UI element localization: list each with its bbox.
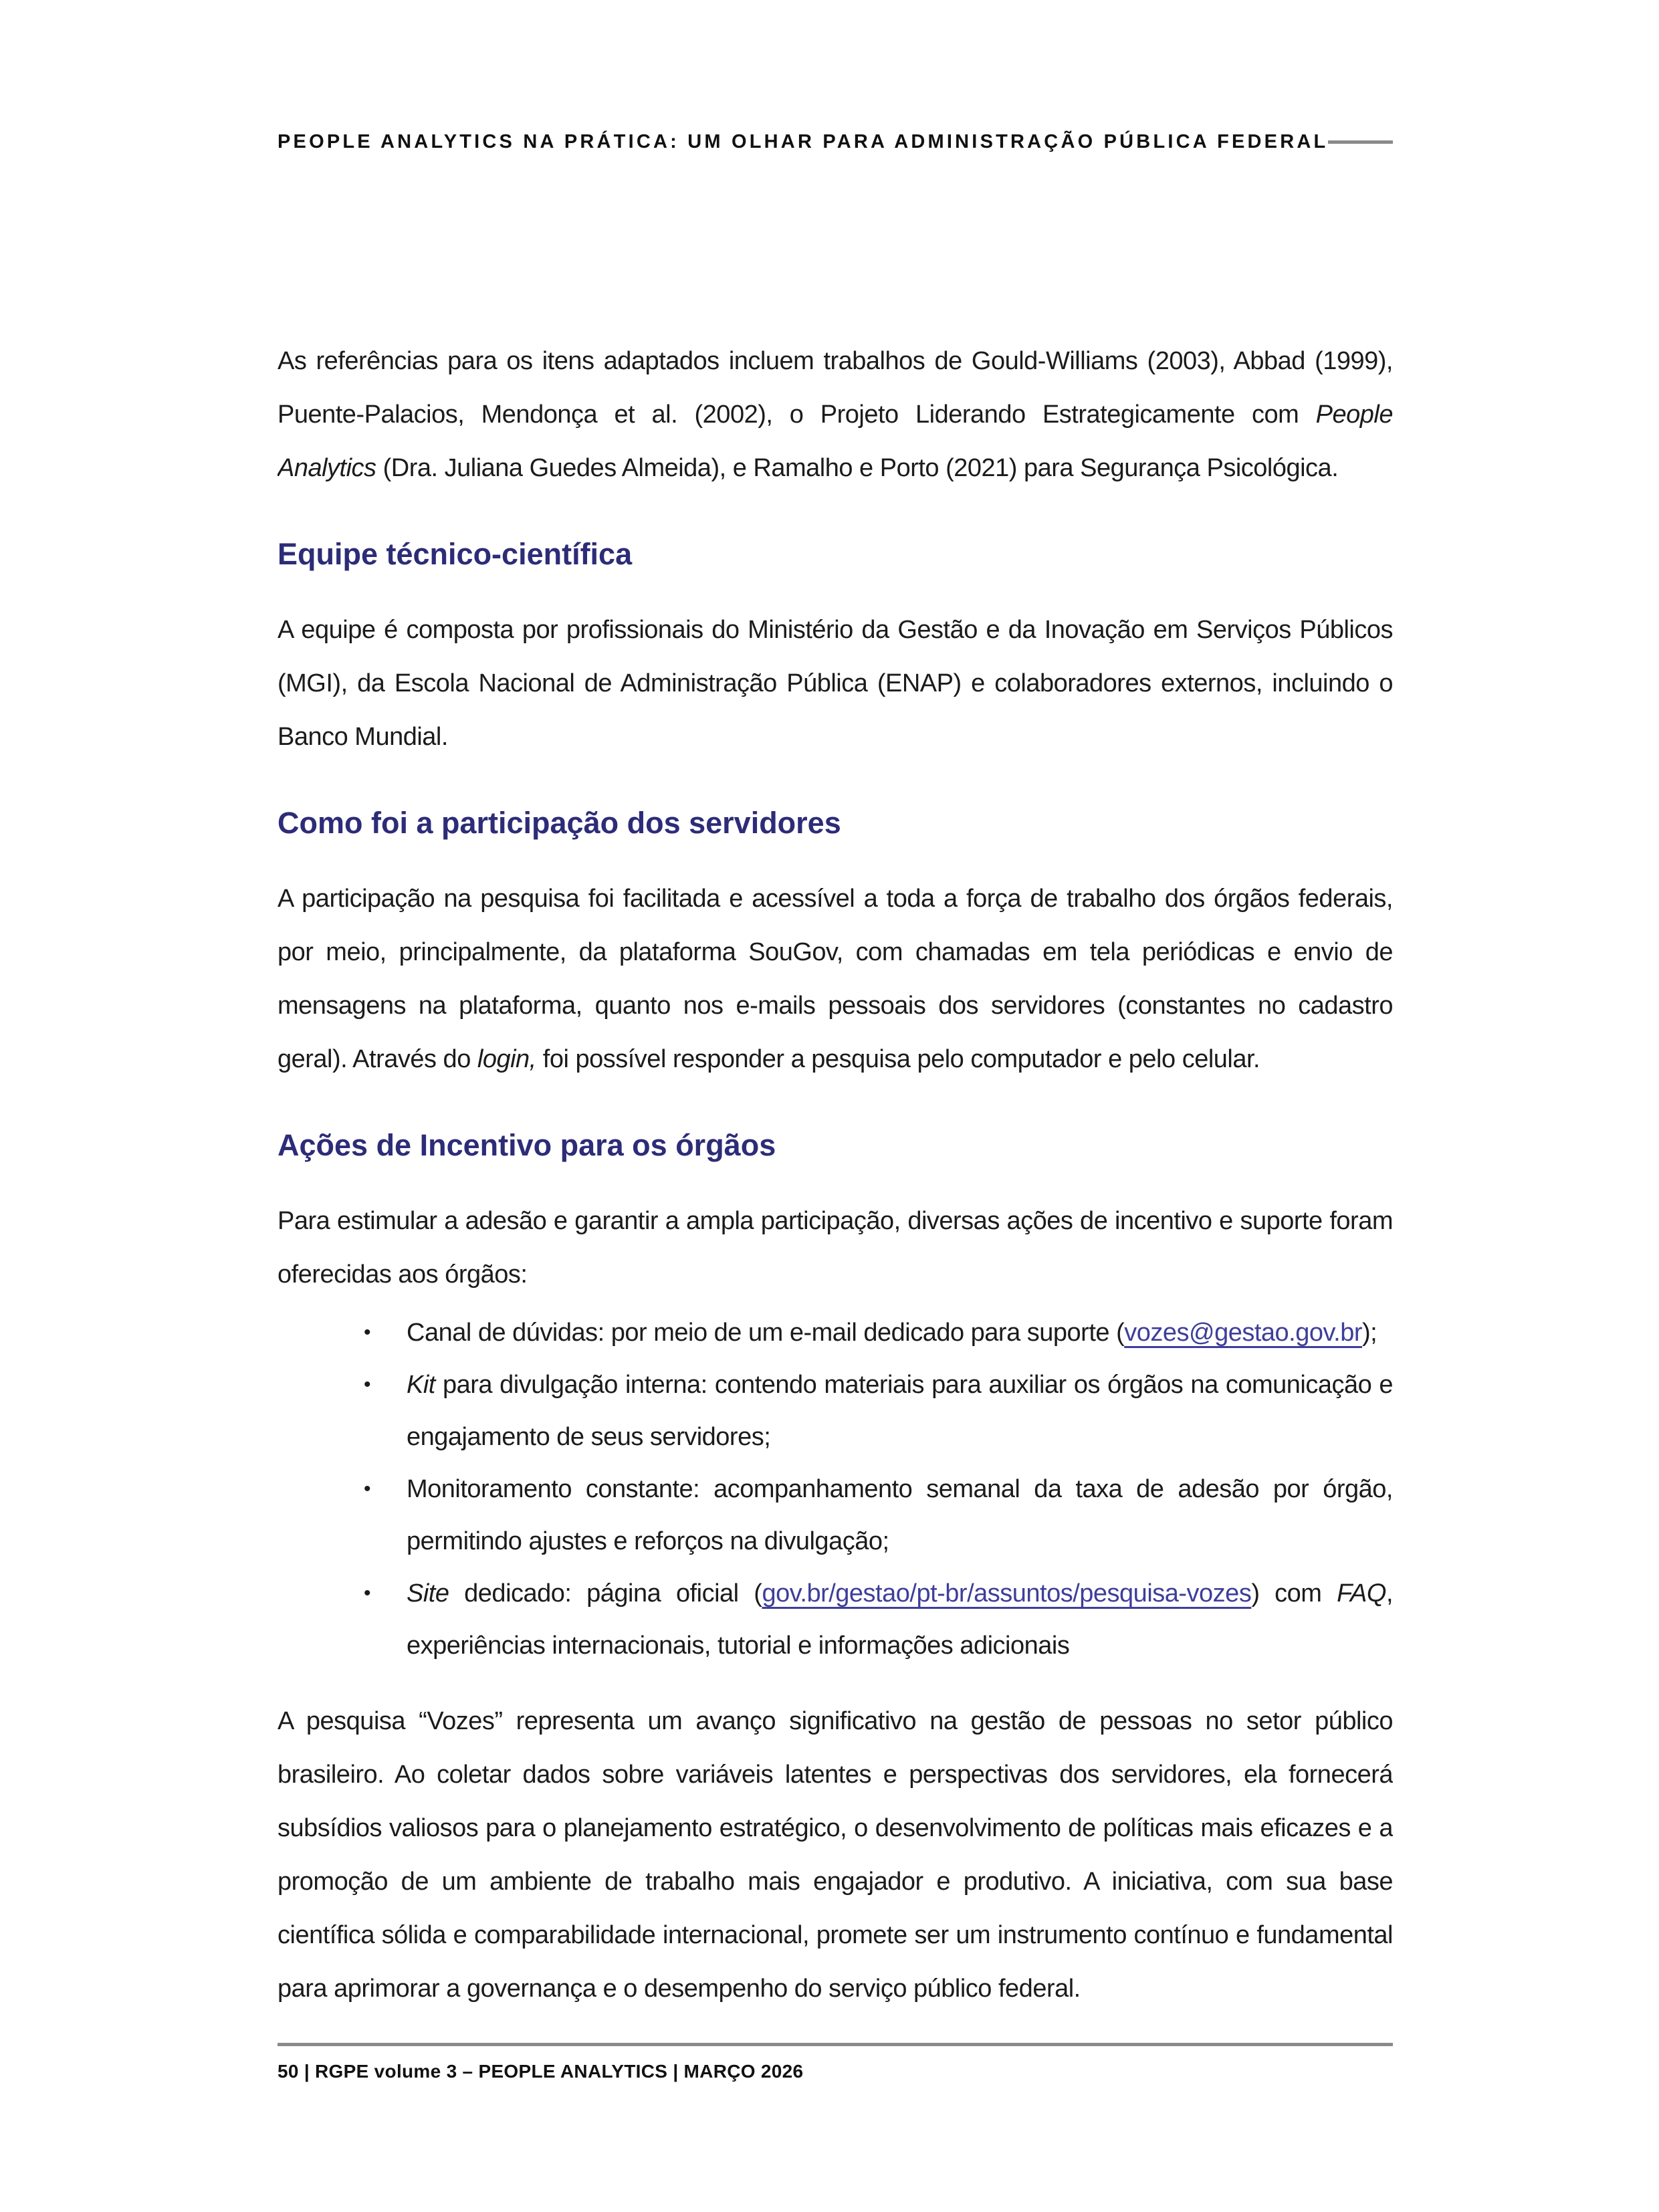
intro-paragraph	[278, 334, 1393, 495]
text-run: Para estimular a adesão e garantir a ampla participação, diversas ações de incentivo e suporte foram oferecidas aos órgãos:	[278, 1207, 1393, 1289]
text-run: ) com	[1251, 1579, 1337, 1608]
text-run: Monitoramento constante: acompanhamento semanal da taxa de adesão por órgão, permitindo ajustes e reforços na divulgação;	[407, 1475, 1393, 1555]
footer-rule	[278, 2043, 1393, 2046]
text-run: As referências para os itens adaptados incluem trabalhos de Gould-Williams (2003), Abbad (1999), Puente-Palacios, Mendonça et al. (2002), o Projeto Liderando Estrategicamente com	[278, 347, 1393, 429]
text-run: Canal de dúvidas: por meio de um e-mail dedicado para suporte (	[407, 1319, 1125, 1347]
text-run: );	[1362, 1319, 1377, 1347]
closing-paragraph	[278, 1694, 1393, 2015]
list-item-canal-duvidas	[278, 1307, 1393, 1359]
text-run: foi possível responder a pesquisa pelo computador e pelo celular.	[536, 1045, 1260, 1073]
heading-equipe-tecnico-cientifica: Equipe técnico-científica	[278, 537, 633, 571]
footer-text: 50 | RGPE volume 3 – PEOPLE ANALYTICS | MARÇO 2026	[278, 2061, 804, 2082]
italic-text-run: Site	[407, 1579, 449, 1608]
heading-acoes-incentivo: Ações de Incentivo para os órgãos	[278, 1128, 776, 1162]
site-link[interactable]: gov.br/gestao/pt-br/assuntos/pesquisa-vozes	[762, 1579, 1252, 1608]
list-item-monitoramento	[278, 1463, 1393, 1567]
heading-participacao-servidores: Como foi a participação dos servidores	[278, 806, 841, 840]
page-header	[278, 131, 1393, 153]
text-run: , experiências internacionais, tutorial e informações adicionais	[407, 1579, 1393, 1660]
text-run: para divulgação interna: contendo materiais para auxiliar os órgãos na comunicação e engajamento de seus servidores;	[407, 1371, 1393, 1451]
italic-text-run: login,	[477, 1045, 536, 1073]
list-item-kit-divulgacao	[278, 1359, 1393, 1463]
italic-text-run: Kit	[407, 1371, 435, 1399]
italic-text-run: People Analytics	[278, 401, 1393, 482]
paragraph-acoes-incentivo	[278, 1194, 1393, 1301]
text-run: A participação na pesquisa foi facilitada e acessível a toda a força de trabalho dos órgãos federais, por meio, principalmente, da plataforma SouGov, com chamadas em tela periódicas e envio de mensagens na plataforma, quanto nos e-mails pessoais dos servidores (constantes no cadastro geral). Através do	[278, 885, 1393, 1073]
header-rule	[1328, 140, 1393, 144]
paragraph-equipe	[278, 603, 1393, 764]
paragraph-participacao	[278, 872, 1393, 1086]
text-run: dedicado: página oficial (	[449, 1579, 762, 1608]
email-link[interactable]: vozes@gestao.gov.br	[1124, 1319, 1363, 1347]
incentive-list	[278, 1307, 1393, 1672]
list-item-site-dedicado	[278, 1567, 1393, 1672]
text-run: A equipe é composta por profissionais do Ministério da Gestão e da Inovação em Serviços Públicos (MGI), da Escola Nacional de Administração Pública (ENAP) e colaboradores externos, incluindo o Banco Mundial.	[278, 616, 1393, 751]
text-run: A pesquisa “Vozes” representa um avanço significativo na gestão de pessoas no setor público brasileiro. Ao coletar dados sobre variáveis latentes e perspectivas dos servidores, ela fornecerá subsídios valiosos para o planejamento estratégico, o desenvolvimento de políticas mais eficazes e a promoção de um ambiente de trabalho mais engajador e produtivo. A iniciativa, com sua base científica sólida e comparabilidade internacional, promete ser um instrumento contínuo e fundamental para aprimorar a governança e o desempenho do serviço público federal.	[278, 1707, 1393, 2003]
italic-text-run: FAQ	[1337, 1579, 1386, 1608]
page-body	[278, 334, 1393, 2019]
text-run: (Dra. Juliana Guedes Almeida), e Ramalho e Porto (2021) para Segurança Psicológica.	[376, 454, 1339, 482]
page-footer	[0, 2026, 1659, 2212]
running-header-title: PEOPLE ANALYTICS NA PRÁTICA: UM OLHAR PARA ADMINISTRAÇÃO PÚBLICA FEDERAL	[278, 131, 1329, 152]
